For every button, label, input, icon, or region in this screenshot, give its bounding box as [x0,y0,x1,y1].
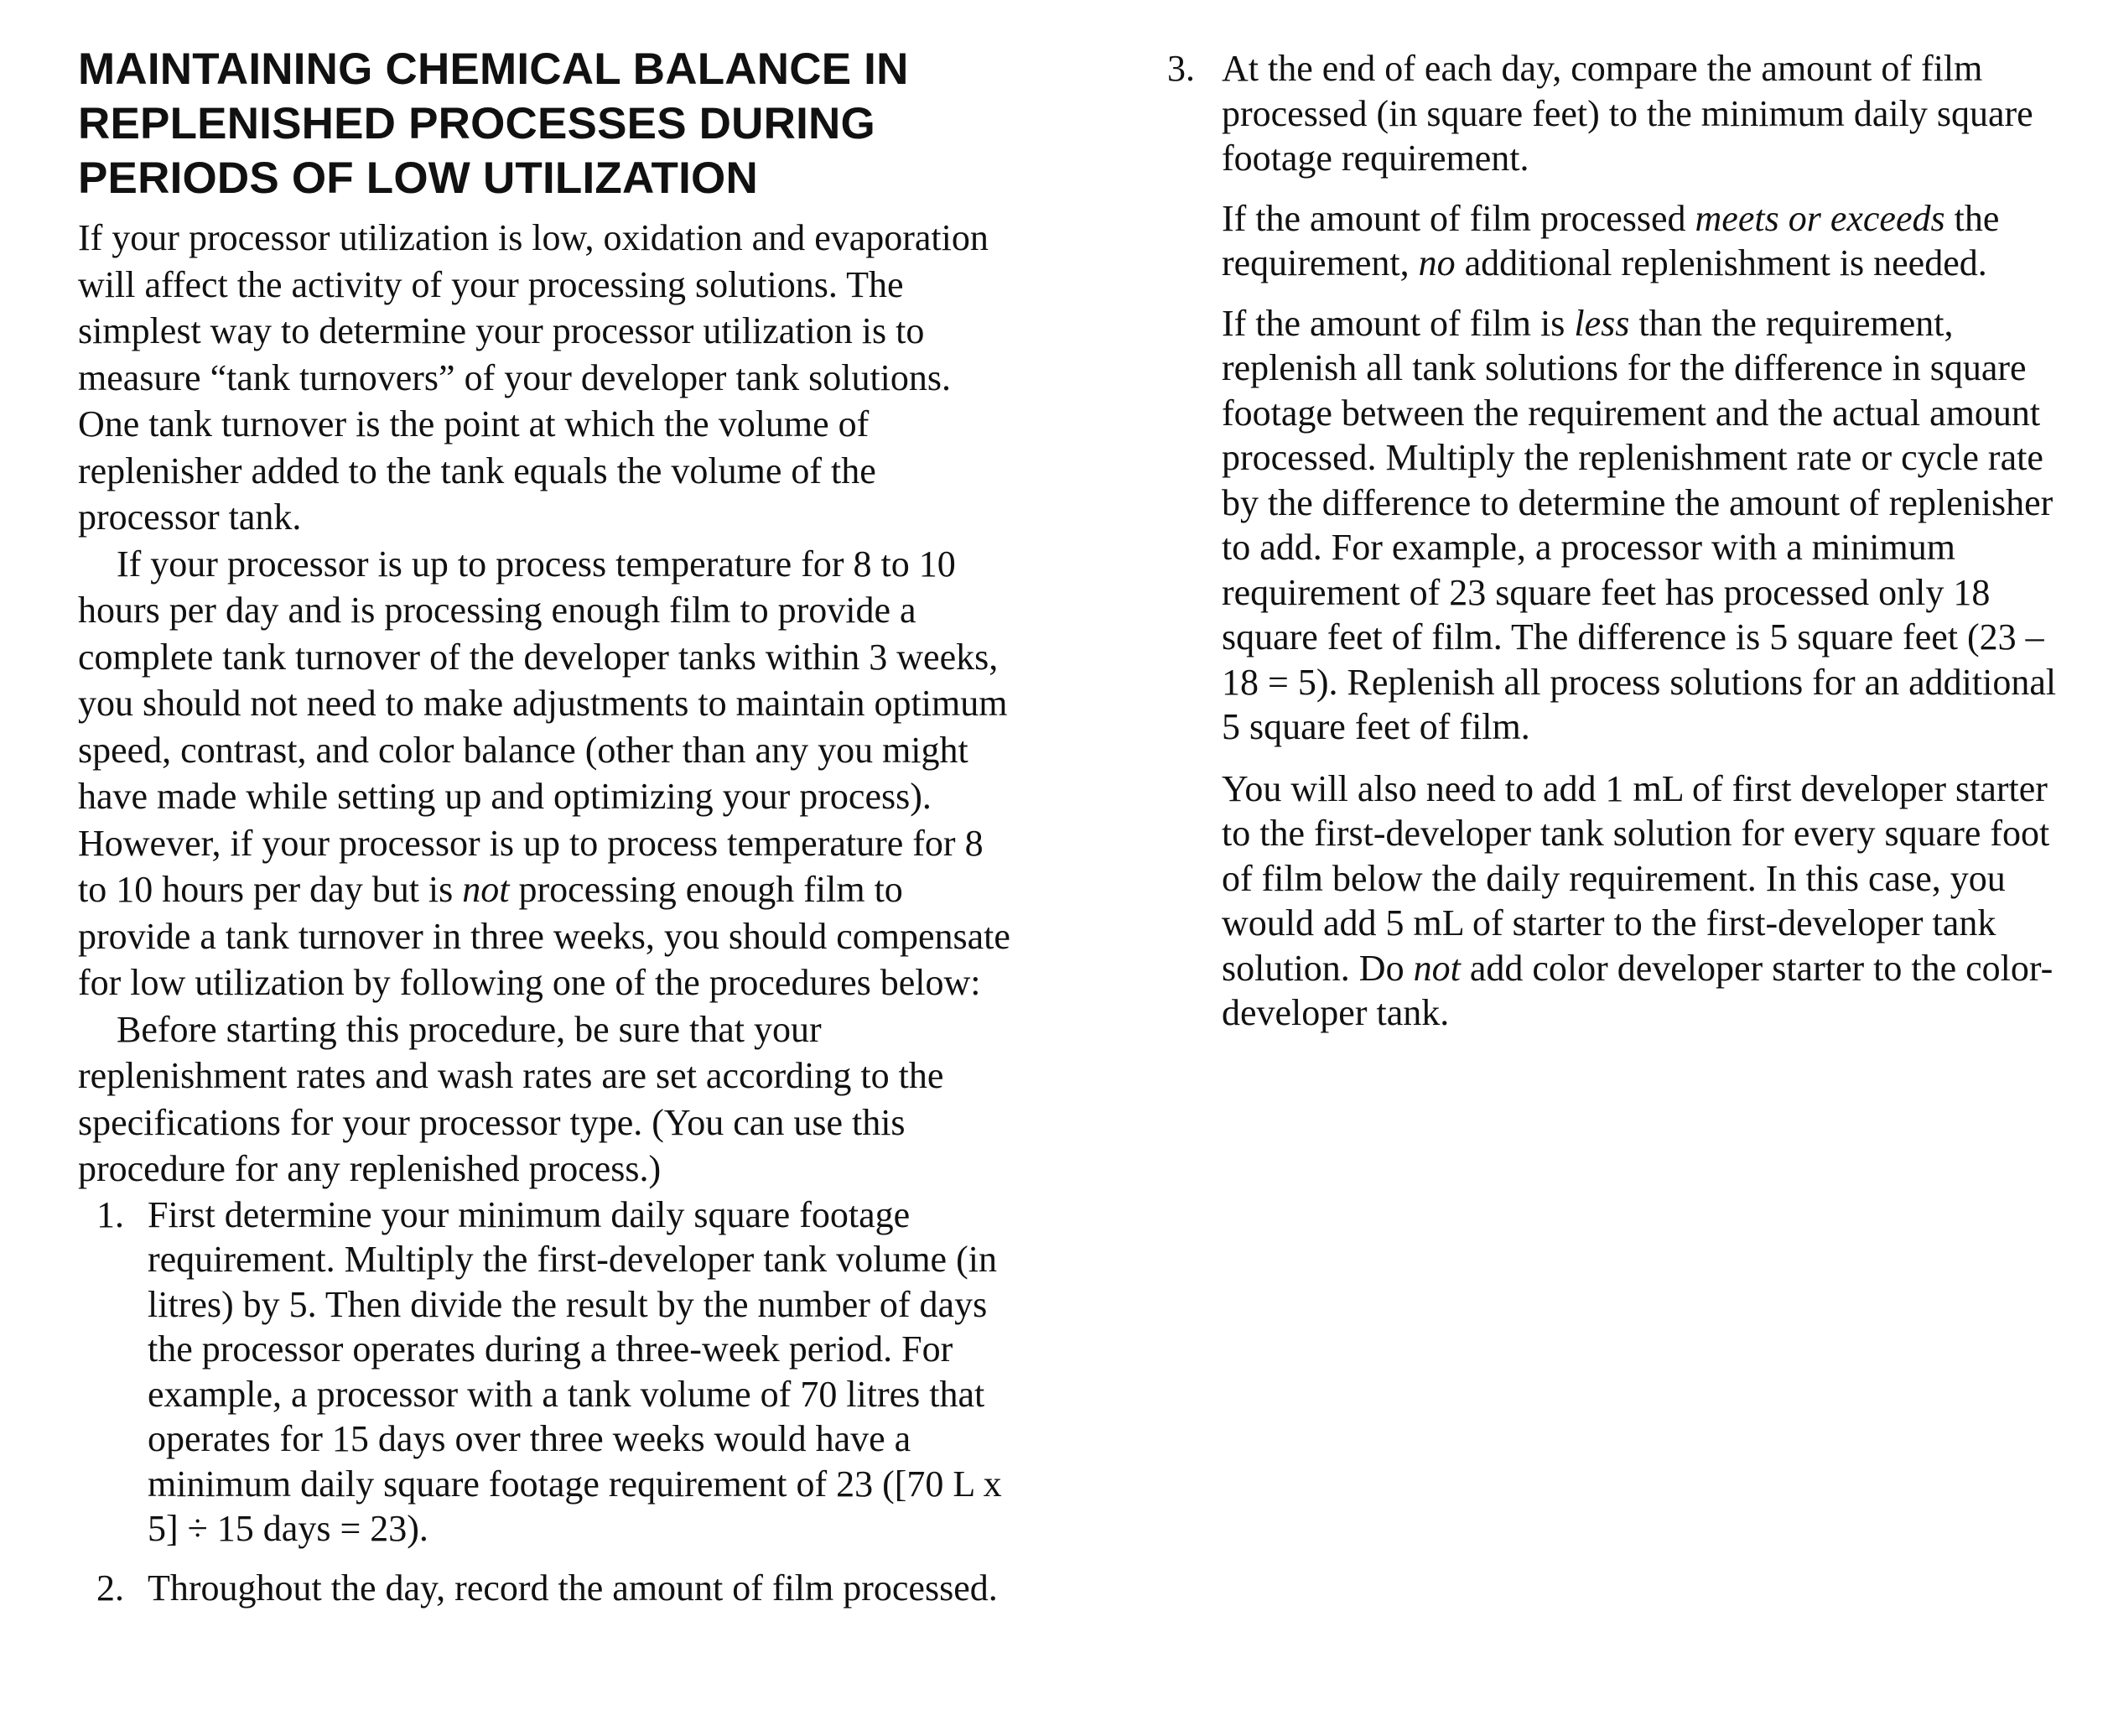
step-1-text: First determine your minimum daily square footage requirement. Multiply the first-developer tank volume (in litres) by 5. Then divide the result by the number of days the processor operates during a three-week period. For example, a processor with a tank volume of 70 litres that operates for 15 days over three weeks would have a minimum daily square footage requirement of 23 ([70 L x 5] ÷ 15 days = 23). [148,1193,1002,1549]
procedure-steps-right [1167,46,2081,1036]
step-3-sub1-emphasis-meets: meets or exceeds [1695,197,1945,239]
step-3-sub3-a: You will also need to add 1 mL of first developer starter to the first-developer tank solution for every square foot of film below the daily requirement. In this case, you would add 5 mL of starter to the first-developer tank solution. Do [1222,767,2050,989]
step-3-sub2-a: If the amount of film is [1222,302,1575,344]
page-title: MAINTAINING CHEMICAL BALANCE IN REPLENISHED PROCESSES DURING PERIODS OF LOW UTILIZATION [78,44,909,203]
procedure-steps-left [78,1193,1017,1611]
step-3-less-paragraph [1222,301,2081,750]
intro-paragraph: If your processor utilization is low, oxidation and evaporation will affect the activity of your processing solutions. The simplest way to determine your processor utilization is to measure “tank turnovers” of your developer tank solutions. One tank turnover is the point at which the volume of replenisher added to the tank equals the volume of the processor tank. [78,217,989,538]
step-3-sub3-emphasis-not: not [1413,947,1461,989]
step-1 [78,1193,1017,1551]
utilization-text-c: processing enough film to provide a tank turnover in three weeks, you should compensate for low utilization by following one of the procedures below: [78,869,1010,1003]
step-3-meets-paragraph [1222,196,2081,286]
step-2-text: Throughout the day, record the amount of film processed. [148,1567,998,1609]
step-3-starter-paragraph [1222,767,2081,1036]
step-3-sub1-c: the requirement, [1222,197,2000,283]
step-3-sub1-e: additional replenishment is needed. [1455,242,1987,283]
step-2-number: 2. [96,1567,124,1609]
utilization-paragraph [78,541,1017,1006]
step-3-sub2-emphasis-less: less [1574,302,1630,344]
step-3-sub2-c: than the requirement, replenish all tank solutions for the difference in square footage between the requirement and the actual amount processed. Multiply the replenishment rate or cycle rate by the difference to determine the amount of replenisher to add. For example, a processor with a minimum requirement of 23 square feet has processed only 18 square feet of film. The difference is 5 square feet (23 – 18 = 5). Replenish all process solutions for an additional 5 square feet of film. [1222,302,2057,747]
left-column [78,42,1017,1610]
before-starting-paragraph: Before starting this procedure, be sure that your replenishment rates and wash rates are set according to the specifications for your processor type. (You can use this procedure for any replenished process.) [78,1008,944,1189]
step-2 [78,1566,1017,1611]
utilization-text-a: If your processor is up to process temperature for 8 to 10 hours per day and is processing enough film to provide a complete tank turnover of the developer tanks within 3 weeks, you should not need to make adjustments to maintain optimum speed, contrast, and color balance (other than any you might have made while setting up and optimizing your process). However, if your processor is up to process temperature for 8 to 10 hours per day but is [78,543,1008,910]
step-3-sub1-a: If the amount of film processed [1222,197,1695,239]
step-3-text: At the end of each day, compare the amount of film processed (in square feet) to the minimum daily square footage requirement. [1222,48,2033,179]
step-3-sub3-c: add color developer starter to the color-developer tank. [1222,947,2053,1033]
step-1-number: 1. [96,1193,124,1235]
utilization-emphasis-not: not [462,869,510,910]
step-3 [1167,46,2081,1036]
step-3-number: 3. [1167,48,1195,89]
step-3-sub1-emphasis-no: no [1418,242,1456,283]
right-column [1167,46,2081,1036]
